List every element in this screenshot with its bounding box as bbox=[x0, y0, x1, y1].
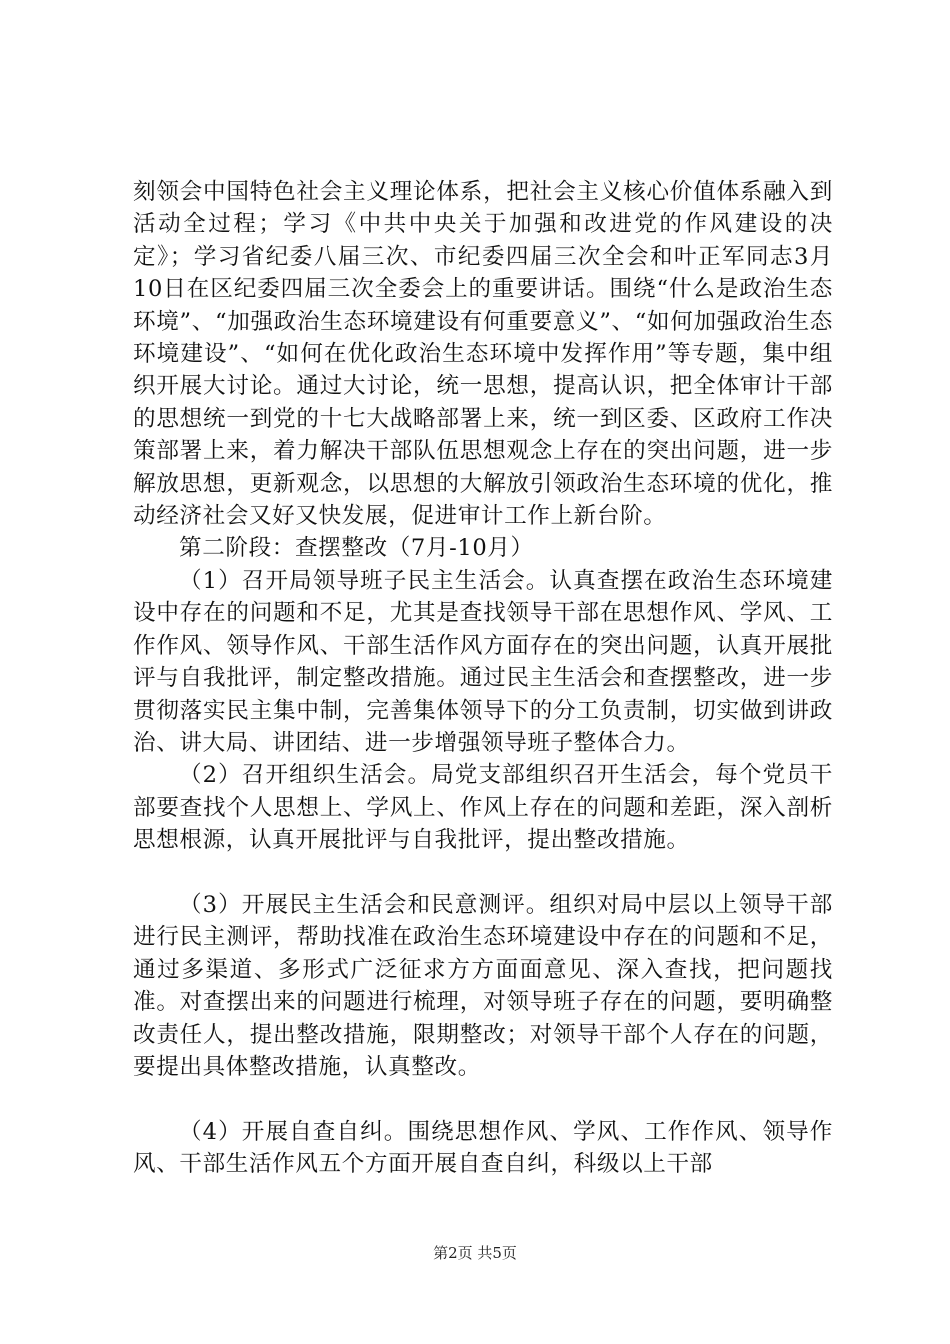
page-number-footer: 第2页 共5页 bbox=[433, 1244, 517, 1262]
document-body bbox=[133, 176, 833, 1181]
paragraph-spacer bbox=[133, 1083, 833, 1115]
paragraph-item-4: （4）开展自查自纠。围绕思想作风、学风、工作作风、领导作风、干部生活作风五个方面开展自查自纠，科级以上干部 bbox=[133, 1118, 833, 1178]
paragraph-spacer bbox=[133, 857, 833, 889]
paragraph-continuation: 刻领会中国特色社会主义理论体系，把社会主义核心价值体系融入到活动全过程；学习《中共中央关于加强和改进党的作风建设的决定》；学习省纪委八届三次、市纪委四届三次全会和叶正军同志3月10日在区纪委四届三次全委会上的重要讲话。围绕“什么是政治生态环境”、“加强政治生态环境建设有何重要意义”、“如何加强政治生态环境建设”、“如何在优化政治生态环境中发挥作用”等专题，集中组织开展大讨论。通过大讨论，统一思想，提高认识，把全体审计干部的思想统一到党的十七大战略部署上来，统一到区委、区政府工作决策部署上来，着力解决干部队伍思想观念上存在的突出问题，进一步解放思想，更新观念，以思想的大解放引领政治生态环境的优化，推动经济社会又好又快发展，促进审计工作上新台阶。 bbox=[133, 179, 833, 530]
paragraph-item-1: （1）召开局领导班子民主生活会。认真查摆在政治生态环境建设中存在的问题和不足，尤其是查找领导干部在思想作风、学风、工作作风、领导作风、干部生活作风方面存在的突出问题，认真开展批评与自我批评，制定整改措施。通过民主生活会和查摆整改，进一步贯彻落实民主集中制，完善集体领导下的分工负责制，切实做到讲政治、讲大局、讲团结、进一步增强领导班子整体合力。 bbox=[133, 567, 833, 756]
paragraph-item-3: （3）开展民主生活会和民意测评。组织对局中层以上领导干部进行民主测评，帮助找准在政治生态环境建设中存在的问题和不足，通过多渠道、多形式广泛征求方方面面意见、深入查找，把问题找准。对查摆出来的问题进行梳理，对领导班子存在的问题，要明确整改责任人，提出整改措施，限期整改；对领导干部个人存在的问题，要提出具体整改措施，认真整改。 bbox=[133, 891, 833, 1080]
paragraph-item-2: （2）召开组织生活会。局党支部组织召开生活会，每个党员干部要查找个人思想上、学风上、作风上存在的问题和差距，深入剖析思想根源，认真开展批评与自我批评，提出整改措施。 bbox=[133, 762, 833, 854]
stage-two-heading: 第二阶段：查摆整改（7月-10月） bbox=[179, 535, 534, 562]
